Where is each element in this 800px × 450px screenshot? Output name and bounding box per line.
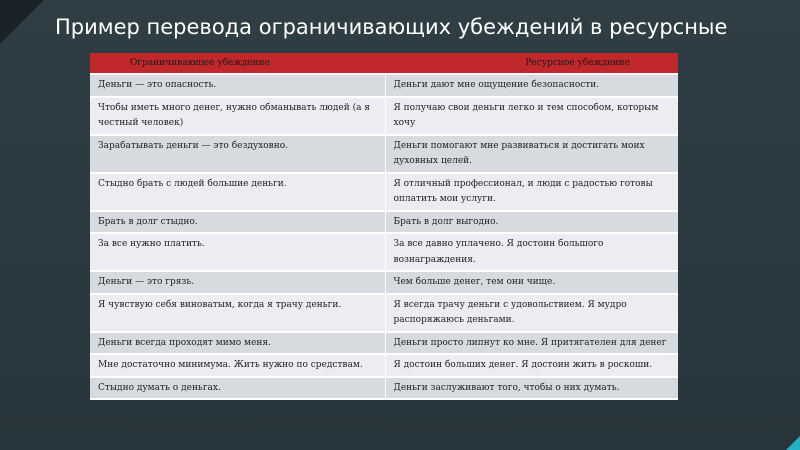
limiting-belief-cell: Стыдно брать с людей большие деньги. [90, 173, 385, 211]
corner-decoration [0, 0, 44, 44]
header-resource-belief: Ресурсное убеждение [385, 53, 678, 74]
limiting-belief-cell: Чтобы иметь много денег, нужно обманывать людей (а я честный человек) [90, 97, 385, 135]
resource-belief-cell: Я достоин больших денег. Я достоин жить в роскоши. [385, 354, 678, 377]
resource-belief-cell: Я всегда трачу деньги с удовольствием. Я мудро распоряжаюсь деньгами. [385, 294, 678, 332]
table-row [90, 332, 678, 355]
table-row [90, 233, 678, 271]
table-row [90, 354, 678, 377]
limiting-belief-cell: Деньги всегда проходят мимо меня. [90, 332, 385, 355]
header-limiting-belief: Ограничивающее убеждение [90, 53, 385, 74]
slide-title: Пример перевода ограничивающих убеждений в ресурсные [55, 15, 728, 39]
table-row [90, 74, 678, 97]
limiting-belief-cell: Деньги — это опасность. [90, 74, 385, 97]
table-header-row [90, 53, 678, 74]
resource-belief-cell: Деньги заслуживают того, чтобы о них думать. [385, 377, 678, 400]
resource-belief-cell: Я отличный профессионал, и люди с радостью готовы оплатить мои услуги. [385, 173, 678, 211]
beliefs-table [90, 53, 678, 400]
table-row [90, 211, 678, 234]
resource-belief-cell: Деньги просто липнут ко мне. Я притягателен для денег [385, 332, 678, 355]
limiting-belief-cell: Мне достаточно минимума. Жить нужно по средствам. [90, 354, 385, 377]
limiting-belief-cell: Брать в долг стыдно. [90, 211, 385, 234]
corner-accent [786, 436, 800, 450]
limiting-belief-cell: Зарабатывать деньги — это бездуховно. [90, 135, 385, 173]
table-row [90, 97, 678, 135]
table-row [90, 294, 678, 332]
table-row [90, 271, 678, 294]
table-row [90, 173, 678, 211]
resource-belief-cell: Чем больше денег, тем они чище. [385, 271, 678, 294]
table-row [90, 135, 678, 173]
limiting-belief-cell: Стыдно думать о деньгах. [90, 377, 385, 400]
table-row [90, 377, 678, 400]
resource-belief-cell: Брать в долг выгодно. [385, 211, 678, 234]
resource-belief-cell: Я получаю свои деньги легко и тем способом, которым хочу [385, 97, 678, 135]
resource-belief-cell: Деньги помогают мне развиваться и достигать моих духовных целей. [385, 135, 678, 173]
limiting-belief-cell: Я чувствую себя виноватым, когда я трачу деньги. [90, 294, 385, 332]
resource-belief-cell: За все давно уплачено. Я достоин большого вознаграждения. [385, 233, 678, 271]
limiting-belief-cell: Деньги — это грязь. [90, 271, 385, 294]
limiting-belief-cell: За все нужно платить. [90, 233, 385, 271]
resource-belief-cell: Деньги дают мне ощущение безопасности. [385, 74, 678, 97]
